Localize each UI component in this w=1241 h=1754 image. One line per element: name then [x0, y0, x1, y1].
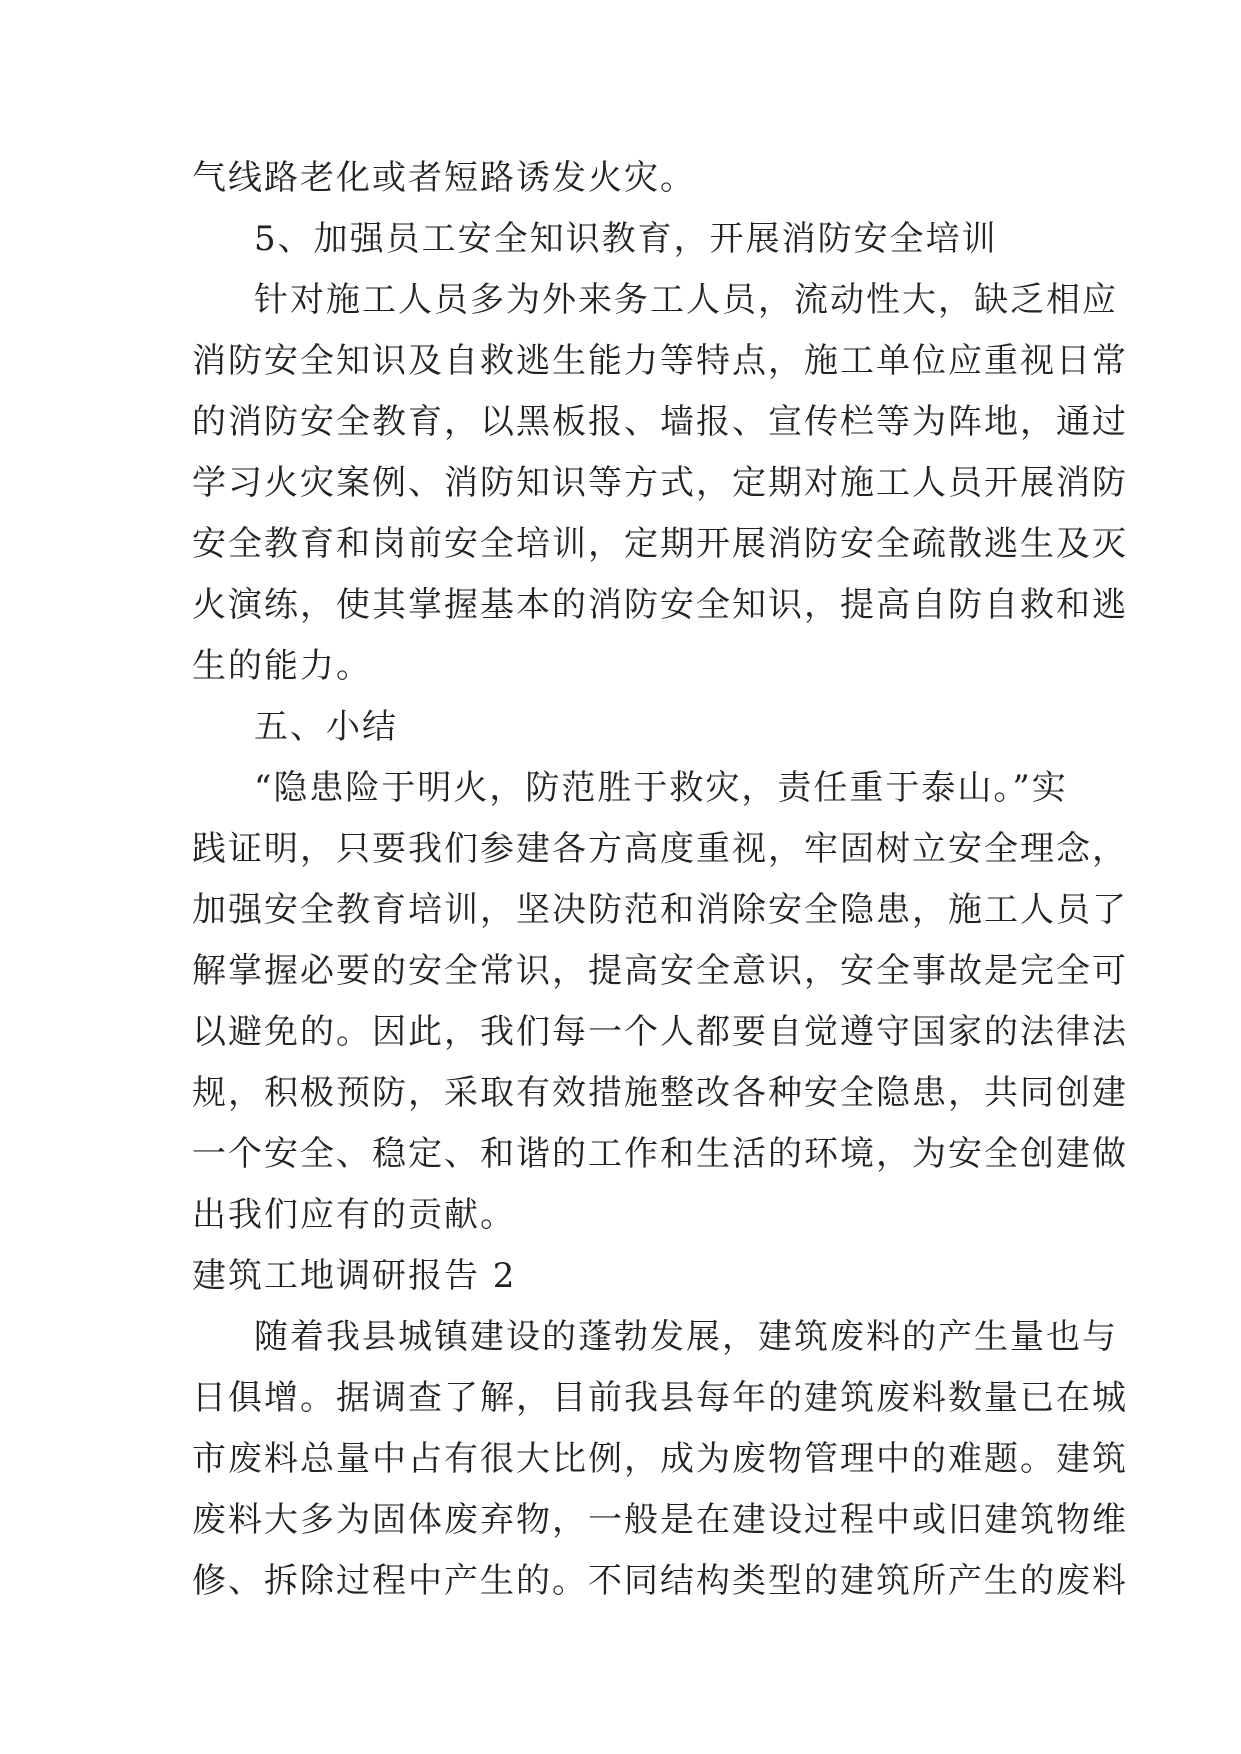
text-line: 生的能力。	[192, 646, 372, 686]
text-line: 针对施工人员多为外来务工人员，流动性大，缺乏相应	[254, 280, 1118, 320]
text-line: 消防安全知识及自救逃生能力等特点，施工单位应重视日常	[192, 341, 1128, 381]
text-line: 学习火灾案例、消防知识等方式，定期对施工人员开展消防	[192, 463, 1128, 503]
text-line: 修、拆除过程中产生的。不同结构类型的建筑所产生的废料	[192, 1561, 1128, 1601]
text-line: 市废料总量中占有很大比例，成为废物管理中的难题。建筑	[192, 1439, 1128, 1479]
document-page	[192, 148, 1128, 1612]
text-line: 的消防安全教育，以黑板报、墙报、宣传栏等为阵地，通过	[192, 402, 1128, 442]
report-title: 建筑工地调研报告 2	[192, 1256, 517, 1296]
text-line: 一个安全、稳定、和谐的工作和生活的环境，为安全创建做	[192, 1134, 1128, 1174]
text-line: 火演练，使其掌握基本的消防安全知识，提高自防自救和逃	[192, 585, 1128, 625]
numbered-heading: 5、加强员工安全知识教育，开展消防安全培训	[254, 219, 998, 259]
text-line: 气线路老化或者短路诱发火灾。	[192, 158, 696, 198]
section-heading: 五、小结	[254, 707, 398, 747]
text-line: 加强安全教育培训，坚决防范和消除安全隐患，施工人员了	[192, 890, 1128, 930]
text-line: 规，积极预防，采取有效措施整改各种安全隐患，共同创建	[192, 1073, 1128, 1113]
text-line: 日俱增。据调查了解，目前我县每年的建筑废料数量已在城	[192, 1378, 1128, 1418]
text-line: 践证明，只要我们参建各方高度重视，牢固树立安全理念，	[192, 829, 1128, 869]
text-line: “隐患险于明火，防范胜于救灾，责任重于泰山。”实	[254, 768, 1068, 808]
text-line: 出我们应有的贡献。	[192, 1195, 516, 1235]
text-line: 废料大多为固体废弃物，一般是在建设过程中或旧建筑物维	[192, 1500, 1128, 1540]
text-line: 解掌握必要的安全常识，提高安全意识，安全事故是完全可	[192, 951, 1128, 991]
text-line: 安全教育和岗前安全培训，定期开展消防安全疏散逃生及灭	[192, 524, 1128, 564]
text-line: 以避免的。因此，我们每一个人都要自觉遵守国家的法律法	[192, 1012, 1128, 1052]
text-line: 随着我县城镇建设的蓬勃发展，建筑废料的产生量也与	[254, 1317, 1118, 1357]
